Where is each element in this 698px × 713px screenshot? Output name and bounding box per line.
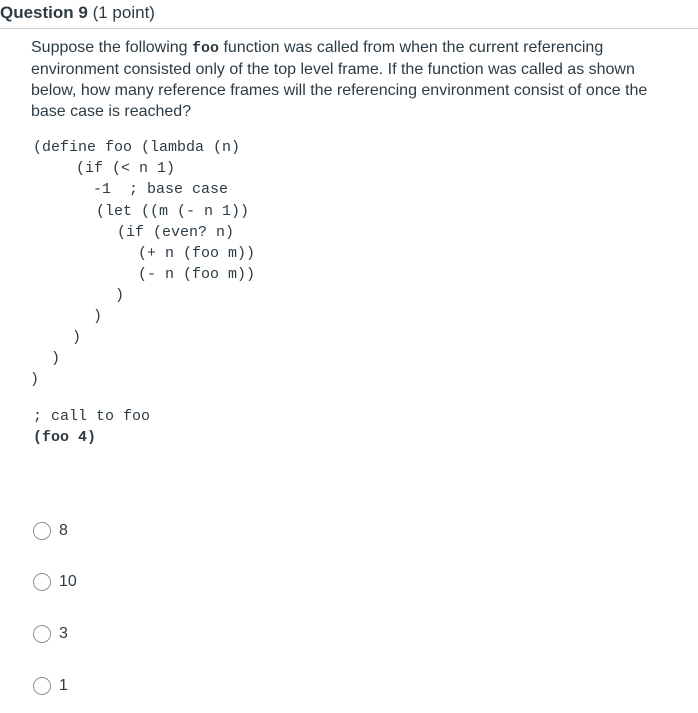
radio-button[interactable]: [33, 625, 51, 643]
code-line: ): [51, 350, 61, 367]
code-line: ): [115, 287, 125, 304]
code-line: ): [30, 371, 40, 388]
answer-option-label[interactable]: 10: [59, 573, 77, 590]
header-divider: [0, 28, 698, 29]
answer-option[interactable]: [33, 673, 68, 699]
answer-option[interactable]: [33, 569, 77, 595]
code-line: (- n (foo m)): [138, 266, 256, 283]
prompt-text-before: Suppose the following: [31, 39, 192, 56]
question-points: (1 point): [92, 3, 155, 22]
code-line: (if (even? n): [117, 224, 235, 241]
radio-button[interactable]: [33, 573, 51, 591]
question-title: Question 9: [0, 3, 88, 22]
prompt-text-after: function was called from when the current referencing environment consisted only of the top level frame. If the function was called as shown below, how many reference frames will the referencing environment consist of once the base case is reached?: [31, 39, 648, 120]
prompt-code-word: foo: [192, 40, 220, 57]
code-call: (foo 4): [33, 429, 97, 446]
code-line: ): [72, 329, 82, 346]
code-line: ): [93, 308, 103, 325]
answer-option-label[interactable]: 8: [59, 522, 68, 539]
answer-option-label[interactable]: 1: [59, 677, 68, 694]
answer-option[interactable]: [33, 518, 68, 544]
code-line: (+ n (foo m)): [138, 245, 256, 262]
radio-button[interactable]: [33, 522, 51, 540]
code-line: (define foo (lambda (n): [33, 139, 241, 156]
answer-option-label[interactable]: 3: [59, 625, 68, 642]
code-line: -1 ; base case: [93, 181, 229, 198]
answer-option[interactable]: [33, 621, 68, 647]
question-header: [0, 3, 155, 23]
question-prompt: [31, 37, 671, 122]
code-line: (let ((m (- n 1)): [96, 203, 250, 220]
code-line: (if (< n 1): [76, 160, 176, 177]
code-comment: ; call to foo: [33, 408, 151, 425]
radio-button[interactable]: [33, 677, 51, 695]
